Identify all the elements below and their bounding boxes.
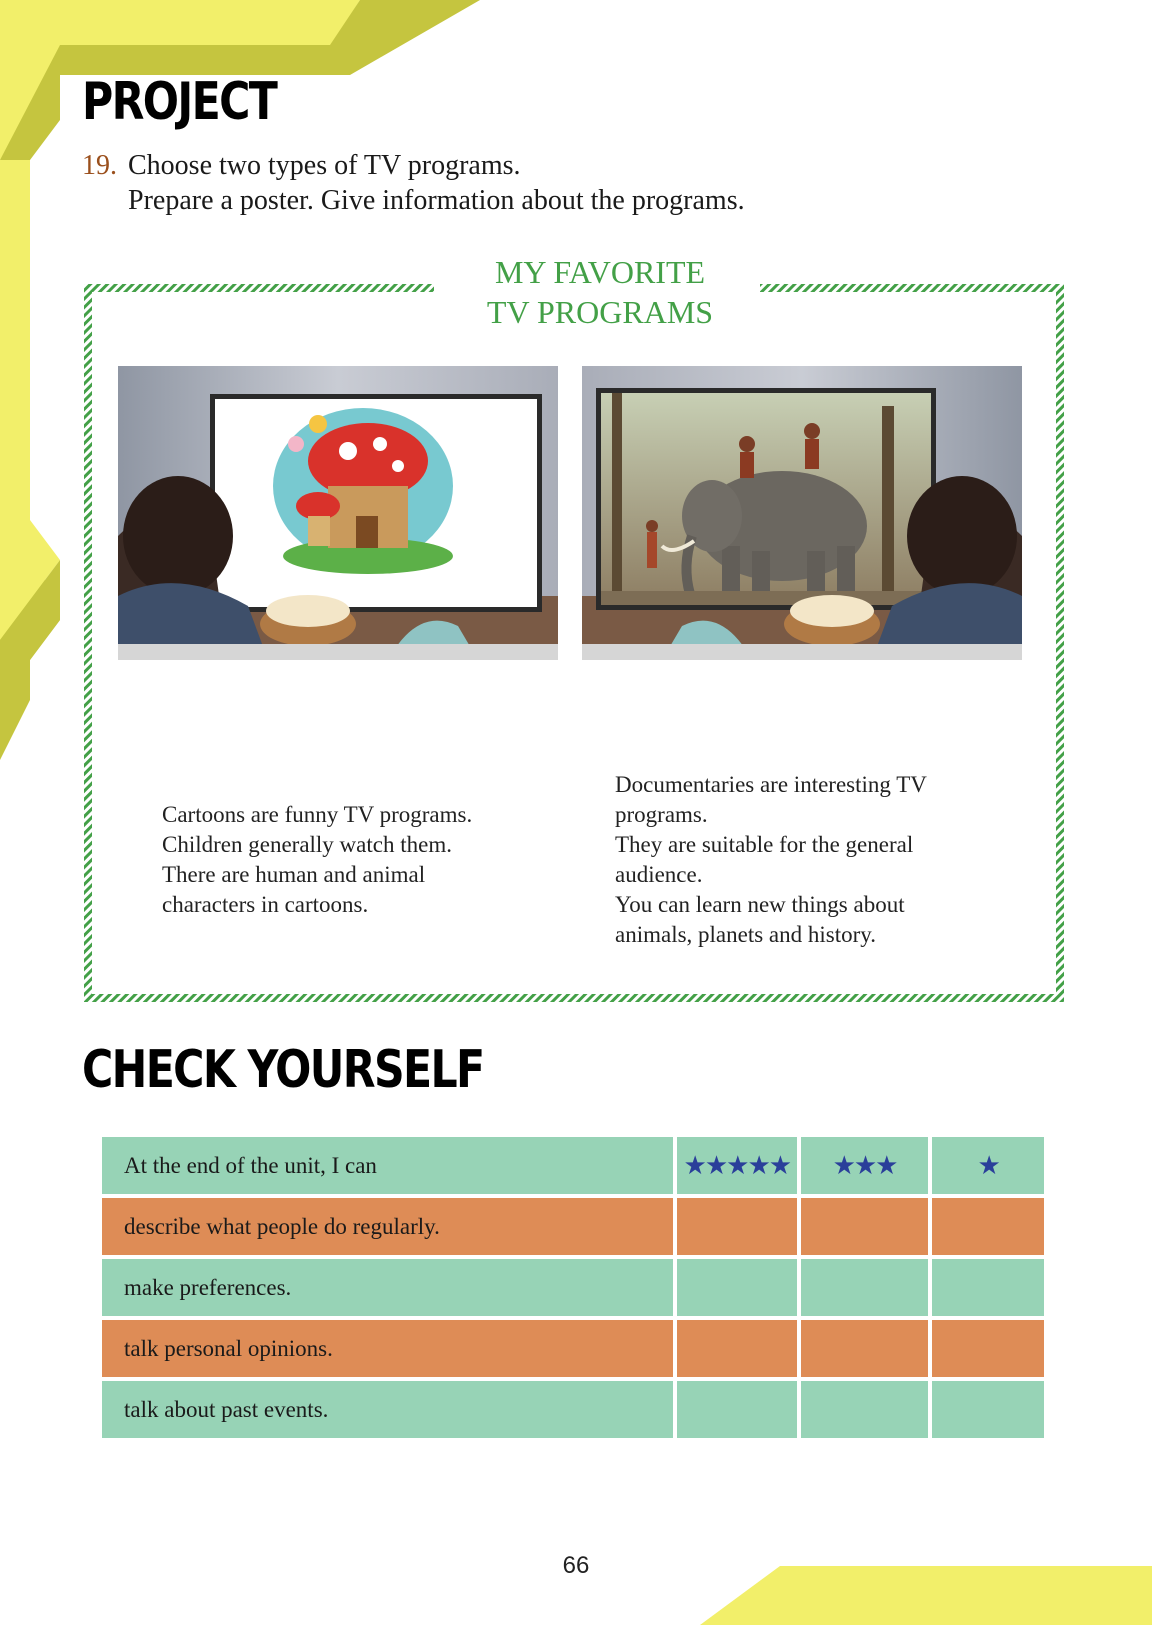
poster-title-line-2: TV PROGRAMS — [486, 294, 714, 330]
check-yourself-heading: CHECK YOURSELF — [82, 1040, 484, 1100]
poster-title — [440, 252, 760, 332]
skill-label: describe what people do regularly. — [102, 1198, 673, 1255]
one-star-rating: ★ — [932, 1137, 1044, 1194]
cartoon-text-line: characters in cartoons. — [162, 892, 369, 917]
cartoon-tv-photo — [118, 366, 558, 660]
cartoon-description — [162, 800, 542, 920]
self-assessment-table — [98, 1133, 1048, 1442]
rating-cell[interactable] — [932, 1381, 1044, 1438]
exercise-number: 19. — [82, 150, 117, 181]
exercise-instructions — [82, 148, 745, 218]
table-row — [102, 1198, 1044, 1255]
header-label: At the end of the unit, I can — [102, 1137, 673, 1194]
documentary-text-line: animals, planets and history. — [615, 922, 877, 947]
documentary-text-line: audience. — [615, 862, 703, 887]
rating-cell[interactable] — [801, 1198, 929, 1255]
rating-cell[interactable] — [932, 1320, 1044, 1377]
instruction-line-2: Prepare a poster. Give information about the programs. — [128, 185, 745, 216]
documentary-tv-photo — [582, 366, 1022, 660]
cartoon-text-line: There are human and animal — [162, 862, 426, 887]
rating-cell[interactable] — [801, 1259, 929, 1316]
documentary-text-line: Documentaries are interesting TV — [615, 772, 927, 797]
rating-cell[interactable] — [677, 1198, 797, 1255]
rating-cell[interactable] — [677, 1259, 797, 1316]
three-star-rating: ★★★ — [801, 1137, 929, 1194]
rating-cell[interactable] — [801, 1381, 929, 1438]
table-row — [102, 1259, 1044, 1316]
skill-label: talk about past events. — [102, 1381, 673, 1438]
rating-cell[interactable] — [932, 1259, 1044, 1316]
five-star-rating: ★★★★★ — [677, 1137, 797, 1194]
project-heading: PROJECT — [82, 72, 277, 132]
table-row — [102, 1381, 1044, 1438]
rating-cell[interactable] — [932, 1198, 1044, 1255]
table-header-row — [102, 1137, 1044, 1194]
page-number: 66 — [562, 1552, 590, 1579]
rating-cell[interactable] — [677, 1320, 797, 1377]
instruction-line-1: Choose two types of TV programs. — [128, 150, 521, 181]
table-row — [102, 1320, 1044, 1377]
cartoon-text-line: Cartoons are funny TV programs. — [162, 802, 473, 827]
rating-cell[interactable] — [677, 1381, 797, 1438]
skill-label: make preferences. — [102, 1259, 673, 1316]
documentary-text-line: They are suitable for the general — [615, 832, 914, 857]
documentary-description — [615, 770, 995, 950]
rating-cell[interactable] — [801, 1320, 929, 1377]
poster-title-line-1: MY FAVORITE — [494, 254, 706, 290]
skill-label: talk personal opinions. — [102, 1320, 673, 1377]
documentary-text-line: You can learn new things about — [615, 892, 905, 917]
cartoon-text-line: Children generally watch them. — [162, 832, 452, 857]
documentary-text-line: programs. — [615, 802, 708, 827]
